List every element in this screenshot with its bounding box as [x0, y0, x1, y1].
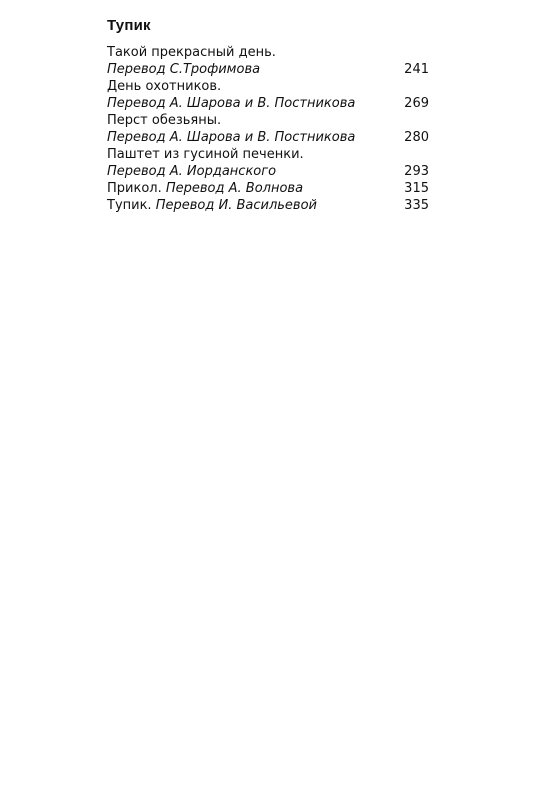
toc-entry-translator-line — [107, 129, 429, 146]
toc-entry-line — [107, 180, 429, 197]
entry-translator: Перевод И. Васильевой — [155, 198, 317, 213]
toc-entry-title-line — [107, 112, 429, 129]
entry-page-number: 280 — [404, 130, 429, 145]
toc-entry-translator-line — [107, 163, 429, 180]
entry-title: Прикол. — [107, 181, 162, 196]
toc-entry-line — [107, 197, 429, 214]
entry-translator: Перевод А. Шарова и В. Постникова — [107, 130, 356, 145]
section-title: Тупик — [107, 17, 151, 34]
toc-entry-title-line — [107, 78, 429, 95]
entry-title: Паштет из гусиной печенки. — [107, 147, 304, 162]
entry-translator: Перевод С.Трофимова — [107, 62, 261, 77]
toc-entry-title-line — [107, 146, 429, 163]
toc-entry-translator-line — [107, 95, 429, 112]
entry-translator: Перевод А. Волнова — [165, 181, 304, 196]
entry-translator: Перевод А. Шарова и В. Постникова — [107, 96, 356, 111]
entry-translator: Перевод А. Иорданского — [107, 164, 277, 179]
entry-combined — [107, 197, 317, 214]
toc-entry-title-line — [107, 44, 429, 61]
entry-title: Тупик. — [107, 198, 152, 213]
toc-entry-translator-line — [107, 61, 429, 78]
entry-combined — [107, 180, 303, 197]
entry-title: День охотников. — [107, 79, 222, 94]
entry-page-number: 315 — [404, 181, 429, 196]
entry-page-number: 269 — [404, 96, 429, 111]
entry-page-number: 335 — [404, 198, 429, 213]
entry-page-number: 241 — [404, 62, 429, 77]
table-of-contents — [107, 44, 429, 214]
entry-title: Перст обезьяны. — [107, 113, 222, 128]
entry-page-number: 293 — [404, 164, 429, 179]
entry-title: Такой прекрасный день. — [107, 45, 276, 60]
